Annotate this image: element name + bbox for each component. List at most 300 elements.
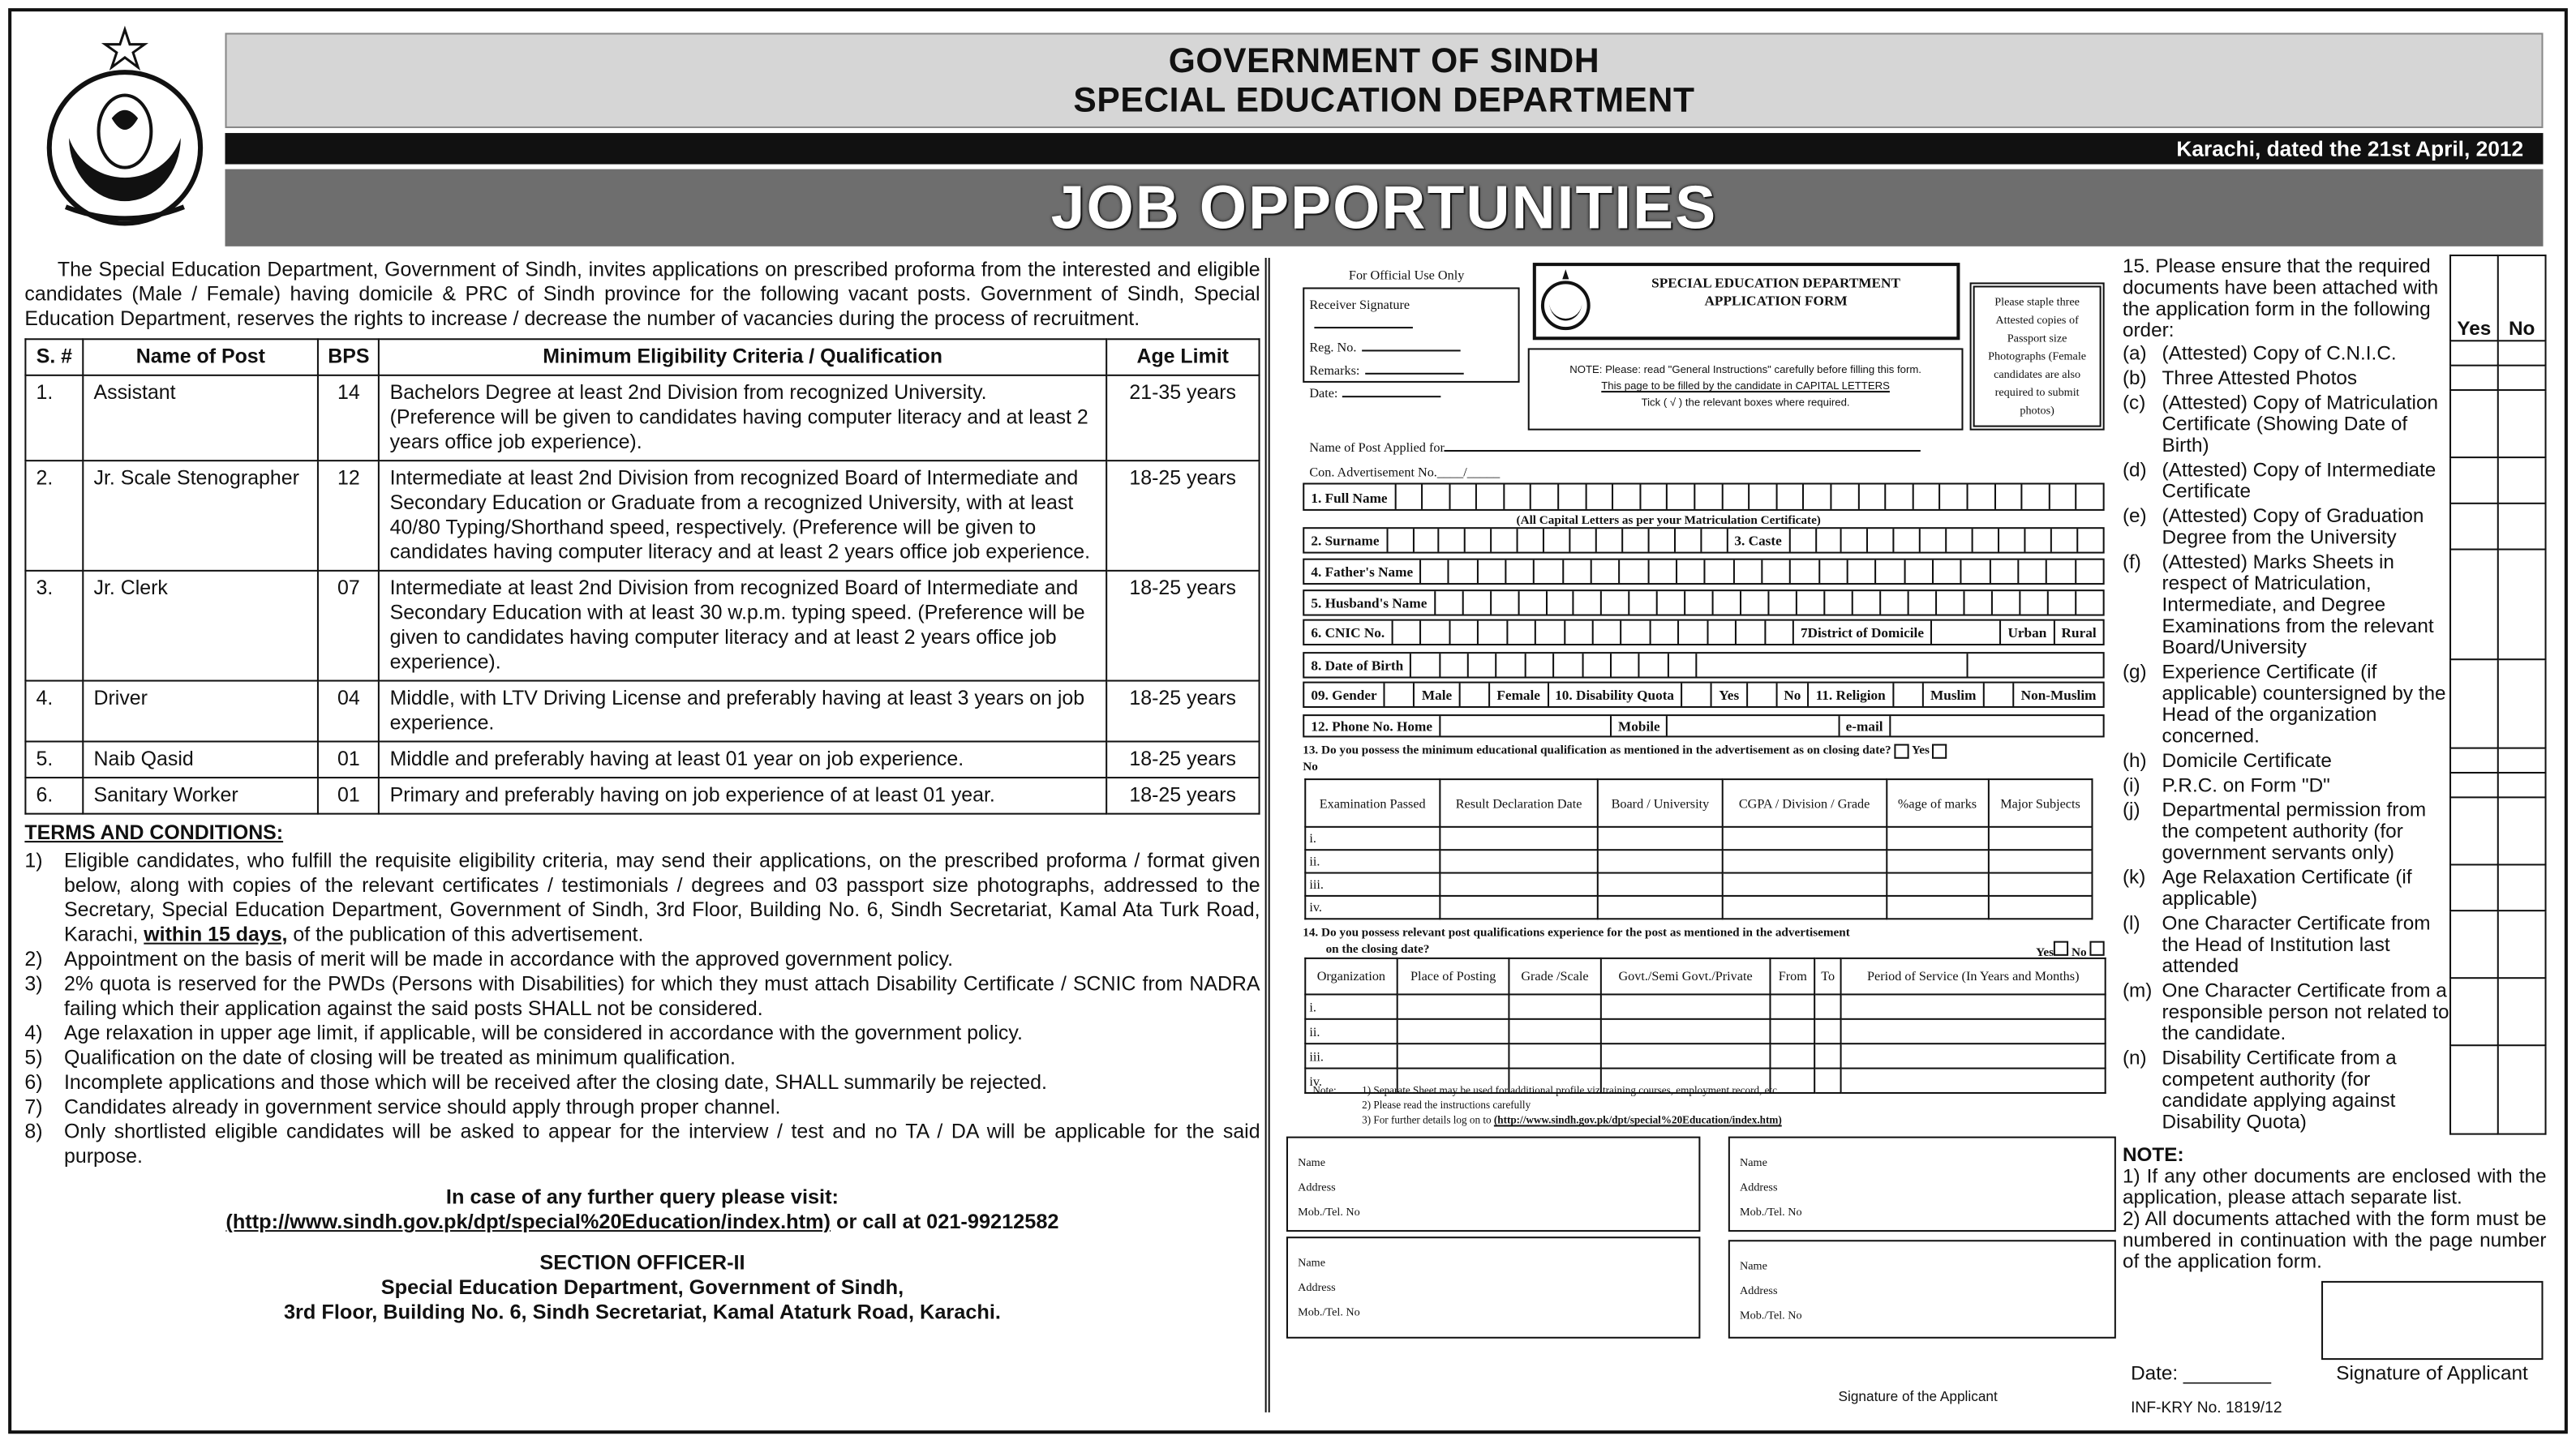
letter-box[interactable] bbox=[1735, 621, 1763, 644]
document-name: One Character Certificate from a responsible person not related to the candidate. bbox=[2162, 978, 2449, 1044]
official-field-label: Receiver Signature bbox=[1309, 297, 1410, 312]
letter-box[interactable] bbox=[2047, 591, 2075, 614]
letter-box[interactable] bbox=[1830, 485, 1857, 509]
yes-checkbox[interactable] bbox=[2450, 457, 2498, 504]
table-row[interactable] bbox=[1305, 827, 2092, 850]
letter-box[interactable] bbox=[2046, 560, 2074, 583]
entry-cell[interactable] bbox=[1440, 827, 1598, 850]
surname-caste-row[interactable] bbox=[1303, 527, 2104, 553]
letter-box[interactable] bbox=[1621, 621, 1649, 644]
column-header: Grade /Scale bbox=[1509, 958, 1600, 995]
letter-box[interactable] bbox=[1932, 560, 1960, 583]
rural-option[interactable]: Rural bbox=[2053, 621, 2102, 644]
photo-box[interactable]: Please staple three Attested copies of Passport size Photographs (Female candidates are also required to submit photos) bbox=[1970, 282, 2105, 430]
entry-cell[interactable] bbox=[1771, 994, 1814, 1018]
entry-cell[interactable] bbox=[1841, 1069, 2106, 1093]
table-row bbox=[25, 778, 1259, 814]
no-checkbox[interactable] bbox=[2498, 773, 2546, 797]
entry-cell[interactable] bbox=[1509, 1044, 1600, 1068]
entry-cell[interactable] bbox=[1723, 873, 1887, 896]
full-name-row[interactable] bbox=[1303, 482, 2104, 510]
letter-box[interactable] bbox=[1647, 560, 1676, 583]
letter-box[interactable] bbox=[1621, 529, 1647, 551]
experience-table[interactable] bbox=[1304, 958, 2106, 1094]
official-field-label: Reg. No. bbox=[1309, 340, 1357, 355]
letter-box[interactable] bbox=[1991, 591, 2019, 614]
letter-box[interactable] bbox=[1438, 654, 1466, 676]
reference-box-1[interactable] bbox=[1286, 1137, 1700, 1232]
official-field[interactable] bbox=[1309, 296, 1513, 336]
no-checkbox[interactable] bbox=[2498, 457, 2546, 504]
letter-box[interactable] bbox=[1438, 529, 1464, 551]
letter-box[interactable] bbox=[1410, 654, 1438, 676]
reference-field-label: Address bbox=[1298, 1280, 1336, 1295]
yes-checkbox[interactable] bbox=[2450, 550, 2498, 660]
letter-box[interactable] bbox=[1421, 485, 1449, 509]
letter-box[interactable] bbox=[1448, 560, 1476, 583]
entry-cell[interactable] bbox=[1886, 896, 1988, 919]
yes-checkbox[interactable] bbox=[2450, 366, 2498, 390]
no-checkbox[interactable] bbox=[2498, 659, 2546, 748]
letter-box[interactable] bbox=[1700, 529, 1726, 551]
no-checkbox[interactable] bbox=[2498, 504, 2546, 550]
yes-checkbox[interactable] bbox=[2450, 1045, 2498, 1134]
date-field[interactable]: Date: ________ bbox=[2131, 1361, 2272, 1385]
official-field[interactable] bbox=[1309, 384, 1513, 404]
letter-box[interactable] bbox=[1462, 591, 1489, 614]
entry-cell[interactable] bbox=[1600, 1044, 1771, 1068]
letter-box[interactable] bbox=[1989, 560, 2017, 583]
entry-cell[interactable] bbox=[1886, 850, 1988, 872]
disability-no-option[interactable]: No bbox=[1775, 684, 1807, 706]
documents-note-2: 2) All documents attached with the form must be numbered in continuation with the page number of the application form. bbox=[2122, 1206, 2547, 1273]
letter-box[interactable] bbox=[1939, 485, 1967, 509]
letter-box[interactable] bbox=[1412, 529, 1438, 551]
letter-box[interactable] bbox=[1534, 560, 1562, 583]
letter-box[interactable] bbox=[1386, 529, 1412, 551]
age-limit-cell: 18-25 years bbox=[1106, 461, 1260, 571]
term-number: 7) bbox=[24, 1095, 43, 1119]
yes-checkbox[interactable] bbox=[2450, 911, 2498, 978]
female-option[interactable]: Female bbox=[1488, 684, 1547, 706]
letter-box[interactable] bbox=[1788, 529, 1814, 551]
letter-box[interactable] bbox=[1569, 529, 1595, 551]
term-text bbox=[64, 1120, 1260, 1169]
entry-cell[interactable] bbox=[1440, 896, 1598, 919]
term-number: 4) bbox=[24, 1021, 43, 1045]
husband-name-row[interactable] bbox=[1303, 589, 2104, 615]
document-row bbox=[2123, 457, 2546, 504]
letter-box[interactable] bbox=[1629, 591, 1656, 614]
post-applied-field[interactable] bbox=[1309, 440, 1950, 455]
letter-box[interactable] bbox=[1552, 654, 1581, 676]
letter-box[interactable] bbox=[1676, 560, 1704, 583]
table-row[interactable] bbox=[1305, 1019, 2105, 1044]
term-item bbox=[24, 849, 1260, 948]
no-checkbox[interactable] bbox=[2498, 911, 2546, 978]
reference-box-4[interactable] bbox=[1728, 1240, 2116, 1339]
letter-box[interactable] bbox=[1531, 485, 1558, 509]
reference-box-3[interactable] bbox=[1728, 1137, 2116, 1232]
letter-box[interactable] bbox=[1912, 485, 1939, 509]
letter-box[interactable] bbox=[1503, 485, 1531, 509]
no-checkbox[interactable] bbox=[2498, 1045, 2546, 1134]
letter-box[interactable] bbox=[2075, 591, 2102, 614]
row-label: iv. bbox=[1305, 896, 1440, 919]
document-name: Domicile Certificate bbox=[2162, 748, 2332, 771]
phone-row[interactable] bbox=[1303, 714, 2104, 737]
letter-box[interactable] bbox=[2024, 529, 2050, 551]
letter-box[interactable] bbox=[1419, 560, 1448, 583]
letter-box[interactable] bbox=[2076, 529, 2102, 551]
letter-box[interactable] bbox=[1885, 485, 1913, 509]
row-label: i. bbox=[1305, 994, 1397, 1018]
left-column bbox=[24, 258, 1260, 1326]
age-limit-cell: 18-25 years bbox=[1106, 778, 1260, 814]
cnic-domicile-row[interactable] bbox=[1303, 619, 2104, 645]
male-option[interactable]: Male bbox=[1414, 684, 1459, 706]
entry-cell[interactable] bbox=[1509, 994, 1600, 1018]
q14-yes-checkbox[interactable] bbox=[2054, 941, 2068, 956]
letter-box[interactable] bbox=[1847, 560, 1875, 583]
entry-cell[interactable] bbox=[1814, 1044, 1840, 1068]
letter-box[interactable] bbox=[1535, 621, 1563, 644]
letter-box[interactable] bbox=[1391, 621, 1419, 644]
letter-box[interactable] bbox=[1449, 485, 1476, 509]
letter-box[interactable] bbox=[1919, 529, 1945, 551]
letter-box[interactable] bbox=[1449, 621, 1477, 644]
documents-table bbox=[2123, 255, 2547, 1135]
header-title-box bbox=[225, 33, 2543, 128]
entry-cell[interactable] bbox=[1440, 873, 1598, 896]
entry-cell[interactable] bbox=[1723, 827, 1887, 850]
letter-box[interactable] bbox=[1966, 485, 1994, 509]
reference-number: INF-KRY No. 1819/12 bbox=[2131, 1399, 2282, 1418]
yes-checkbox[interactable] bbox=[2450, 748, 2498, 773]
row-label: iv. bbox=[1305, 1069, 1397, 1093]
documents-checklist bbox=[2123, 255, 2547, 1273]
yes-checkbox[interactable] bbox=[2450, 504, 2498, 550]
yes-checkbox[interactable] bbox=[2450, 659, 2498, 748]
letter-box[interactable] bbox=[1875, 560, 1904, 583]
letter-box[interactable] bbox=[1768, 591, 1796, 614]
letter-box[interactable] bbox=[1464, 529, 1490, 551]
no-checkbox[interactable] bbox=[2498, 797, 2546, 864]
entry-cell[interactable] bbox=[1600, 994, 1771, 1018]
entry-cell[interactable] bbox=[1989, 896, 2093, 919]
q14-no-checkbox[interactable] bbox=[2089, 941, 2104, 956]
no-checkbox[interactable] bbox=[2498, 550, 2546, 660]
document-row bbox=[2123, 366, 2546, 390]
document-name: (Attested) Copy of Intermediate Certificate bbox=[2162, 457, 2436, 502]
yes-checkbox[interactable] bbox=[2450, 978, 2498, 1045]
letter-box[interactable] bbox=[1524, 654, 1552, 676]
urban-option[interactable]: Urban bbox=[1999, 621, 2053, 644]
letter-box[interactable] bbox=[1476, 560, 1505, 583]
letter-box[interactable] bbox=[1518, 591, 1545, 614]
letter-box[interactable] bbox=[1582, 654, 1610, 676]
letter-box[interactable] bbox=[1420, 621, 1449, 644]
document-letter: (l) bbox=[2122, 911, 2140, 934]
letter-box[interactable] bbox=[1818, 560, 1847, 583]
question-14 bbox=[1303, 924, 2104, 961]
table-header-row bbox=[1305, 958, 2105, 995]
document-row bbox=[2123, 504, 2546, 550]
column-header: From bbox=[1771, 958, 1814, 995]
non-muslim-option[interactable]: Non-Muslim bbox=[2013, 684, 2103, 706]
letter-box[interactable] bbox=[1585, 485, 1612, 509]
letter-box[interactable] bbox=[1543, 529, 1569, 551]
letter-box[interactable] bbox=[1647, 529, 1673, 551]
letter-box[interactable] bbox=[1867, 529, 1893, 551]
letter-box[interactable] bbox=[1638, 654, 1667, 676]
document-name: (Attested) Copy of Graduation Degree from the University bbox=[2162, 503, 2424, 548]
letter-box[interactable] bbox=[1667, 485, 1694, 509]
q13-yes-checkbox[interactable] bbox=[1894, 744, 1908, 758]
father-name-row[interactable] bbox=[1303, 559, 2104, 585]
entry-cell[interactable] bbox=[1598, 873, 1723, 896]
entry-cell[interactable] bbox=[1814, 1069, 1840, 1093]
letter-box[interactable] bbox=[1563, 621, 1591, 644]
surname-label: 2. Surname bbox=[1311, 532, 1380, 549]
letter-box[interactable] bbox=[1946, 529, 1972, 551]
letter-box[interactable] bbox=[1824, 591, 1852, 614]
entry-cell[interactable] bbox=[1397, 994, 1509, 1018]
entry-cell[interactable] bbox=[1886, 827, 1988, 850]
letter-box[interactable] bbox=[1491, 529, 1517, 551]
entry-cell[interactable] bbox=[1841, 994, 2106, 1018]
term-item bbox=[24, 1095, 1260, 1120]
entry-cell[interactable] bbox=[1397, 1044, 1509, 1068]
letter-box[interactable] bbox=[1908, 591, 1935, 614]
letter-box[interactable] bbox=[1994, 485, 2021, 509]
letter-box[interactable] bbox=[1857, 485, 1885, 509]
document-row bbox=[2123, 341, 2546, 365]
entry-cell[interactable] bbox=[1440, 850, 1598, 872]
letter-box[interactable] bbox=[1467, 654, 1496, 676]
letter-box[interactable] bbox=[1749, 485, 1776, 509]
disability-label: 10. Disability Quota bbox=[1547, 684, 1681, 706]
no-checkbox[interactable] bbox=[2498, 748, 2546, 773]
letter-box[interactable] bbox=[1732, 560, 1761, 583]
no-checkbox[interactable] bbox=[2498, 390, 2546, 457]
letter-box[interactable] bbox=[1591, 560, 1619, 583]
no-checkbox[interactable] bbox=[2498, 864, 2546, 911]
gender-disability-religion-row[interactable] bbox=[1303, 682, 2104, 708]
letter-box[interactable] bbox=[1721, 485, 1749, 509]
official-field[interactable] bbox=[1309, 338, 1513, 358]
table-row[interactable] bbox=[1305, 850, 2092, 872]
letter-box[interactable] bbox=[1741, 591, 1768, 614]
letter-box[interactable] bbox=[1592, 621, 1621, 644]
government-title: GOVERNMENT OF SINDH bbox=[1168, 42, 1600, 81]
letter-box[interactable] bbox=[1935, 591, 1963, 614]
letter-box[interactable] bbox=[1656, 591, 1684, 614]
entry-cell[interactable] bbox=[1598, 827, 1723, 850]
letter-box[interactable] bbox=[1639, 485, 1667, 509]
letter-box[interactable] bbox=[1649, 621, 1677, 644]
letter-box[interactable] bbox=[1562, 560, 1591, 583]
yes-checkbox[interactable] bbox=[2450, 864, 2498, 911]
age-limit-cell: 18-25 years bbox=[1106, 571, 1260, 681]
sindh-government-logo bbox=[33, 23, 217, 239]
table-row[interactable] bbox=[1305, 873, 2092, 896]
website-link[interactable]: (http://www.sindh.gov.pk/dpt/special%20Education/index.htm) bbox=[225, 1210, 831, 1234]
no-checkbox[interactable] bbox=[2498, 366, 2546, 390]
letter-box[interactable] bbox=[1434, 591, 1462, 614]
letter-box[interactable] bbox=[2076, 485, 2103, 509]
entry-cell[interactable] bbox=[1989, 827, 2093, 850]
yes-checkbox[interactable] bbox=[2450, 390, 2498, 457]
form-note-label: Note: bbox=[1312, 1085, 1337, 1098]
official-use-box bbox=[1303, 287, 1519, 401]
entry-cell[interactable] bbox=[1989, 850, 2093, 872]
entry-cell[interactable] bbox=[1841, 1019, 2106, 1044]
term-text-main: Only shortlisted eligible candidates will be asked to appear for the interview / test and no TA / DA will be applicable for the said purpose. bbox=[63, 1120, 1260, 1168]
entry-cell[interactable] bbox=[1814, 1019, 1840, 1044]
term-text bbox=[64, 1095, 780, 1120]
document-name: Departmental permission from the competent authority (for government servants only) bbox=[2162, 797, 2427, 864]
education-table[interactable] bbox=[1304, 778, 2093, 919]
letter-box[interactable] bbox=[1893, 529, 1919, 551]
reference-box-2[interactable] bbox=[1286, 1236, 1700, 1339]
letter-box[interactable] bbox=[1964, 591, 1991, 614]
letter-box[interactable] bbox=[1789, 560, 1818, 583]
reference-field-label: Address bbox=[1740, 1181, 1778, 1194]
document-name: (Attested) Copy of C.N.I.C. bbox=[2162, 341, 2397, 364]
job-opportunities-banner: JOB OPPORTUNITIES bbox=[225, 169, 2543, 246]
letter-box[interactable] bbox=[1476, 485, 1504, 509]
row-label: ii. bbox=[1305, 1019, 1397, 1044]
letter-box[interactable] bbox=[1803, 485, 1831, 509]
letter-box[interactable] bbox=[1879, 591, 1907, 614]
column-header: Place of Posting bbox=[1397, 958, 1509, 995]
letter-box[interactable] bbox=[1610, 654, 1638, 676]
letter-box[interactable] bbox=[1506, 621, 1535, 644]
letter-box[interactable] bbox=[1496, 654, 1524, 676]
column-header: Period of Service (In Years and Months) bbox=[1841, 958, 2106, 995]
letter-box[interactable] bbox=[1573, 591, 1600, 614]
term-number: 2) bbox=[24, 947, 43, 971]
letter-box[interactable] bbox=[1707, 621, 1735, 644]
letter-box[interactable] bbox=[1505, 560, 1534, 583]
full-name-label: 1. Full Name bbox=[1311, 488, 1388, 505]
letter-box[interactable] bbox=[1764, 621, 1792, 644]
section-officer-block bbox=[24, 1251, 1260, 1325]
letter-box[interactable] bbox=[2021, 485, 2049, 509]
document-item bbox=[2123, 457, 2450, 504]
letter-box[interactable] bbox=[1557, 485, 1585, 509]
letter-box[interactable] bbox=[1394, 485, 1422, 509]
entry-cell[interactable] bbox=[1598, 896, 1723, 919]
letter-box[interactable] bbox=[1619, 560, 1647, 583]
letter-box[interactable] bbox=[2019, 591, 2046, 614]
document-row bbox=[2123, 773, 2546, 797]
letter-box[interactable] bbox=[1704, 560, 1732, 583]
letter-box[interactable] bbox=[1517, 529, 1543, 551]
con-adv-field[interactable]: Con. Advertisement No.____/_____ bbox=[1309, 465, 1501, 480]
no-checkbox[interactable] bbox=[2498, 978, 2546, 1045]
letter-box[interactable] bbox=[1545, 591, 1573, 614]
letter-box[interactable] bbox=[2048, 485, 2076, 509]
entry-cell[interactable] bbox=[1771, 1044, 1814, 1068]
entry-cell[interactable] bbox=[1989, 873, 2093, 896]
letter-box[interactable] bbox=[1601, 591, 1629, 614]
letter-box[interactable] bbox=[1775, 485, 1803, 509]
entry-cell[interactable] bbox=[1598, 850, 1723, 872]
letter-box[interactable] bbox=[1674, 529, 1700, 551]
table-row[interactable] bbox=[1305, 1044, 2105, 1068]
entry-cell[interactable] bbox=[1886, 873, 1988, 896]
entry-cell[interactable] bbox=[1771, 1019, 1814, 1044]
letter-box[interactable] bbox=[1694, 485, 1721, 509]
letter-box[interactable] bbox=[1840, 529, 1866, 551]
term-text-main: 2% quota is reserved for the PWDs (Persons with Disabilities) for which they must attach Disability Certificate / SCNIC from NADRA failing which their application against the said posts SHALL not be considered. bbox=[63, 972, 1260, 1020]
disability-yes-option[interactable]: Yes bbox=[1711, 684, 1745, 706]
form-title-2: APPLICATION FORM bbox=[1704, 292, 1848, 309]
yes-checkbox[interactable] bbox=[2450, 773, 2498, 797]
letter-box[interactable] bbox=[1998, 529, 2024, 551]
letter-box[interactable] bbox=[1678, 621, 1707, 644]
entry-cell[interactable] bbox=[1723, 850, 1887, 872]
letter-box[interactable] bbox=[1712, 591, 1740, 614]
q14-no-label: No bbox=[2072, 944, 2087, 959]
q13-no-checkbox[interactable] bbox=[1933, 744, 1947, 758]
form-notes-link[interactable]: (http://www.sindh.gov.pk/dpt/special%20Education/index.htm) bbox=[1493, 1115, 1782, 1127]
letter-box[interactable] bbox=[1814, 529, 1840, 551]
letter-box[interactable] bbox=[1761, 560, 1789, 583]
applicant-signature-box[interactable] bbox=[2321, 1281, 2543, 1360]
letter-box[interactable] bbox=[1685, 591, 1712, 614]
vacancies-table bbox=[24, 338, 1260, 814]
yes-checkbox[interactable] bbox=[2450, 797, 2498, 864]
entry-cell[interactable] bbox=[1509, 1019, 1600, 1044]
letter-box[interactable] bbox=[1612, 485, 1640, 509]
letter-box[interactable] bbox=[2074, 560, 2102, 583]
letter-box[interactable] bbox=[1904, 560, 1932, 583]
muslim-option[interactable]: Muslim bbox=[1922, 684, 1983, 706]
letter-box[interactable] bbox=[1972, 529, 1998, 551]
letter-box[interactable] bbox=[1796, 591, 1823, 614]
post-name-cell: Jr. Scale Stenographer bbox=[83, 461, 318, 571]
entry-cell[interactable] bbox=[1814, 994, 1840, 1018]
table-row[interactable] bbox=[1305, 896, 2092, 919]
entry-cell[interactable] bbox=[1841, 1044, 2106, 1068]
letter-box[interactable] bbox=[2017, 560, 2046, 583]
official-field[interactable] bbox=[1309, 362, 1513, 381]
letter-box[interactable] bbox=[1960, 560, 1989, 583]
criteria-cell: Middle, with LTV Driving License and preferably having at least 3 years on job experience. bbox=[379, 681, 1106, 742]
letter-box[interactable] bbox=[1667, 654, 1695, 676]
letter-box[interactable] bbox=[1595, 529, 1621, 551]
entry-cell[interactable] bbox=[1723, 896, 1887, 919]
letter-box[interactable] bbox=[2050, 529, 2076, 551]
letter-box[interactable] bbox=[1489, 591, 1517, 614]
officer-line2: 3rd Floor, Building No. 6, Sindh Secretariat, Kamal Ataturk Road, Karachi. bbox=[283, 1301, 1001, 1324]
document-letter: (m) bbox=[2122, 978, 2153, 1001]
letter-box[interactable] bbox=[1477, 621, 1505, 644]
yes-checkbox[interactable] bbox=[2450, 341, 2498, 365]
no-checkbox[interactable] bbox=[2498, 341, 2546, 365]
table-row[interactable] bbox=[1305, 994, 2105, 1018]
letter-box[interactable] bbox=[1852, 591, 1879, 614]
entry-cell[interactable] bbox=[1397, 1019, 1509, 1044]
dob-row[interactable] bbox=[1303, 652, 2104, 678]
bps-cell: 14 bbox=[318, 375, 379, 461]
entry-cell[interactable] bbox=[1600, 1019, 1771, 1044]
document-row bbox=[2123, 864, 2546, 911]
document-name: (Attested) Copy of Matriculation Certificate (Showing Date of Birth) bbox=[2162, 390, 2439, 456]
